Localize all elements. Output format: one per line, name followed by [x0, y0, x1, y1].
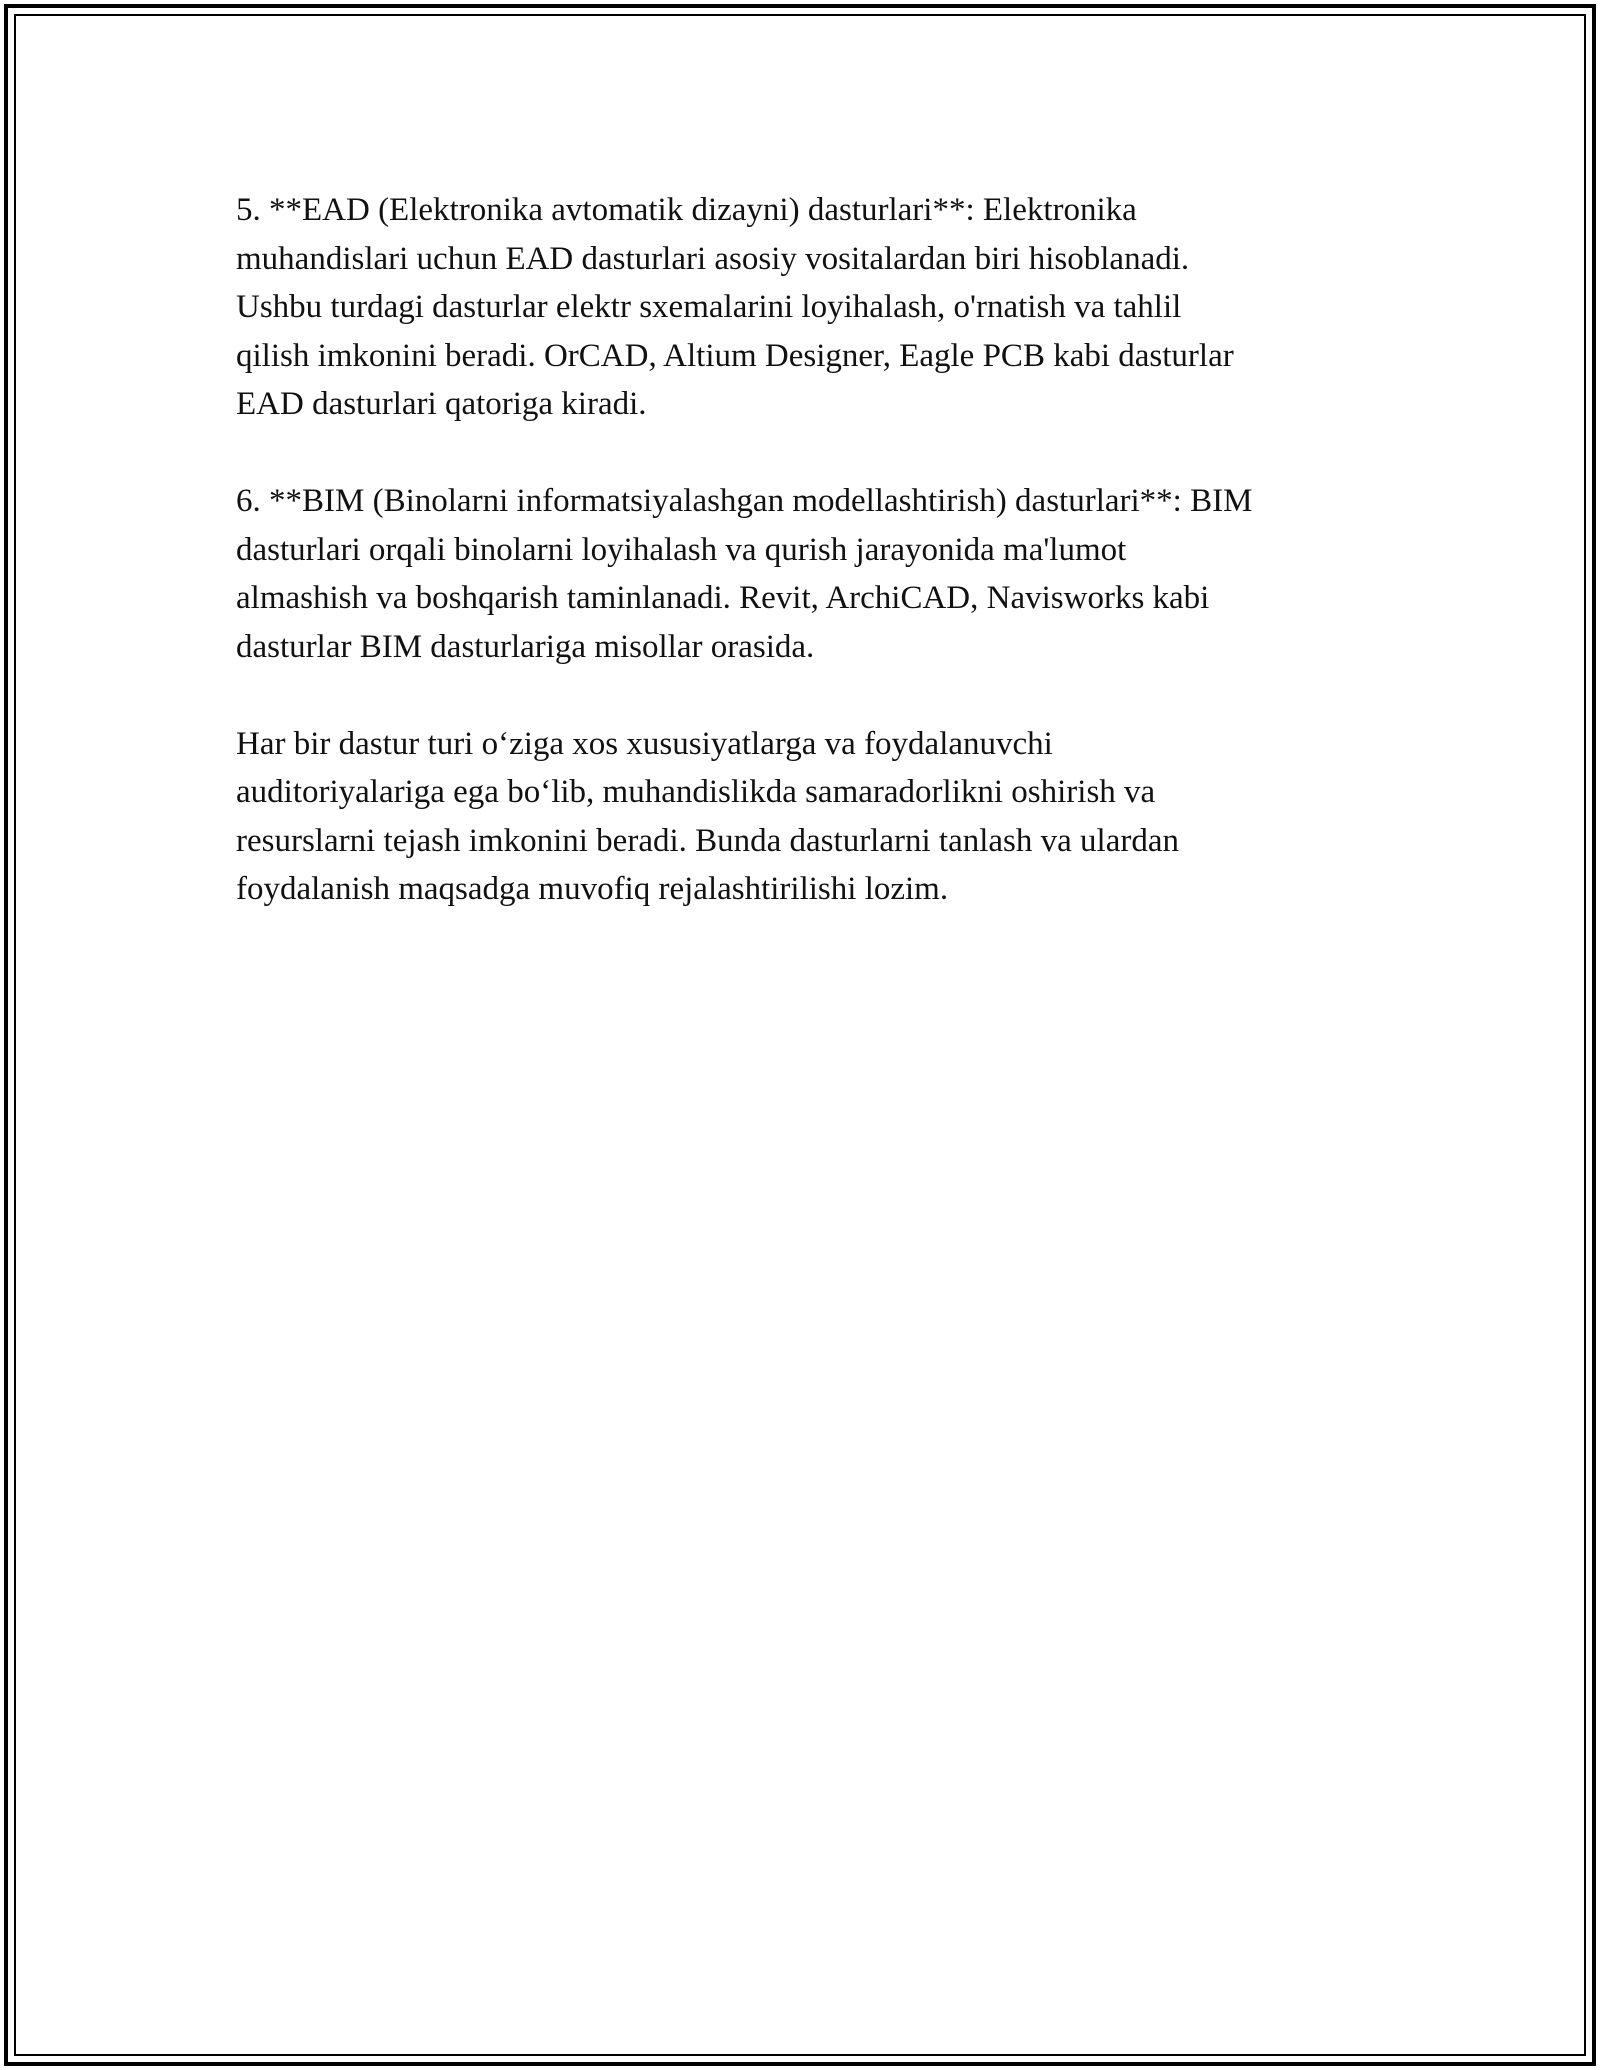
text-line: almashish va boshqarish taminlanadi. Revit, ArchiCAD, Navisworks kabi — [236, 580, 1210, 616]
text-line: dasturlari orqali binolarni loyihalash va qurish jarayonida ma'lumot — [236, 531, 1127, 568]
paragraph-ead — [236, 186, 1386, 429]
paragraph-summary — [236, 720, 1386, 914]
text-line: Ushbu turdagi dasturlar elektr sxemalarini loyihalash, o'rnatish va tahlil — [236, 289, 1182, 325]
text-line: auditoriyalariga ega bo‘lib, muhandislikda samaradorlikni oshirish va — [236, 774, 1156, 810]
paragraph-bim — [236, 477, 1386, 671]
document-body — [236, 186, 1386, 962]
text-line: resurslarni tejash imkonini beradi. Bunda dasturlarni tanlash va ulardan — [236, 822, 1179, 859]
text-line: 6. **BIM (Binolarni informatsiyalashgan modellashtirish) dasturlari**: BIM — [236, 483, 1253, 519]
text-line: muhandislari uchun EAD dasturlari asosiy vositalardan biri hisoblanadi. — [236, 240, 1190, 277]
text-line: EAD dasturlari qatoriga kiradi. — [236, 386, 647, 422]
text-line: foydalanish maqsadga muvofiq rejalashtirilishi lozim. — [236, 871, 949, 907]
text-line: qilish imkonini beradi. OrCAD, Altium Designer, Eagle PCB kabi dasturlar — [236, 337, 1234, 374]
text-line: dasturlar BIM dasturlariga misollar orasida. — [236, 628, 815, 665]
text-line: 5. **EAD (Elektronika avtomatik dizayni) dasturlari**: Elektronika — [236, 192, 1137, 228]
text-line: Har bir dastur turi o‘ziga xos xususiyatlarga va foydalanuvchi — [236, 725, 1053, 762]
